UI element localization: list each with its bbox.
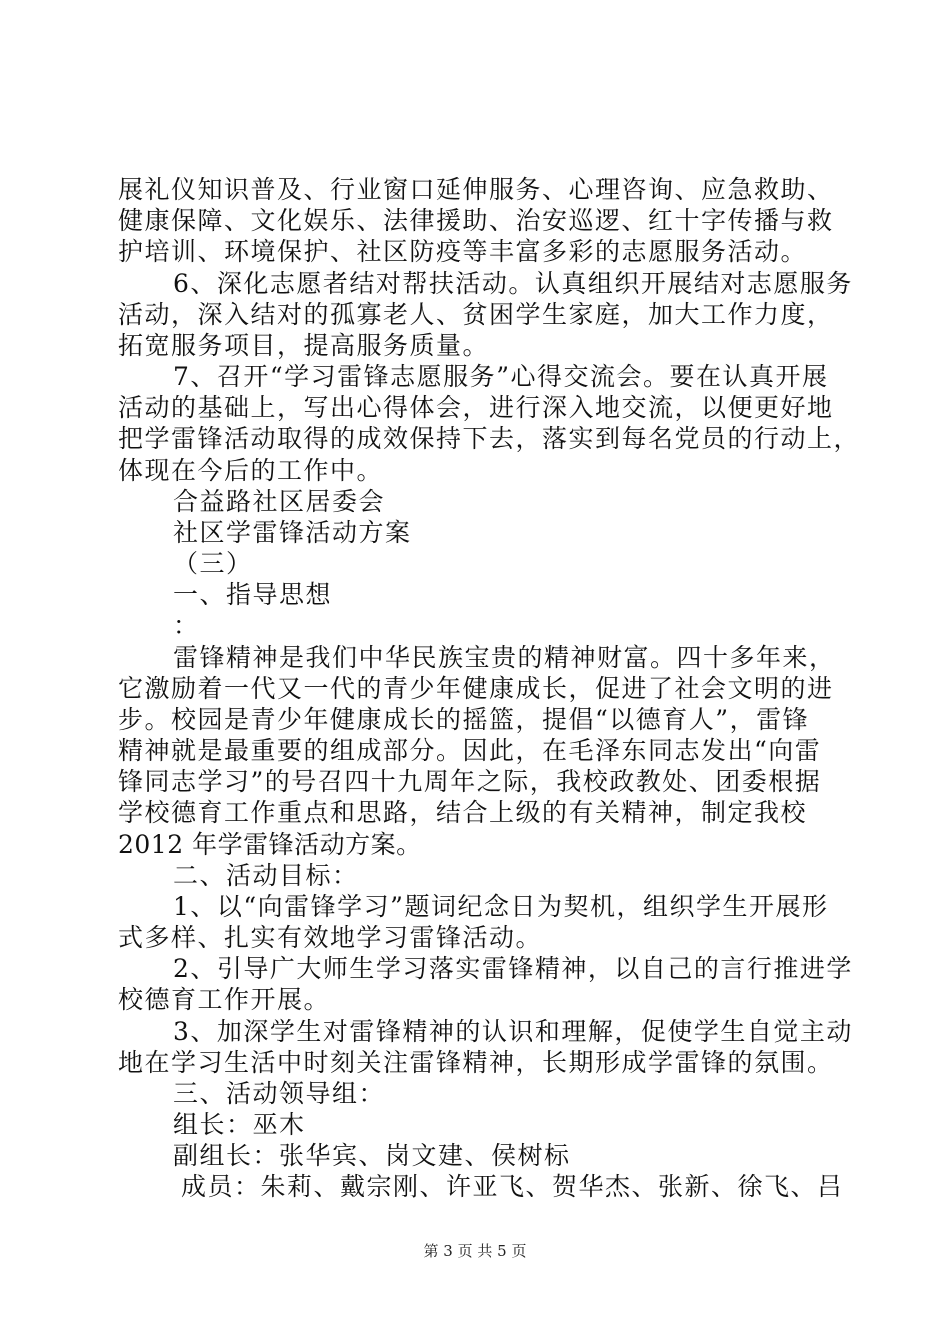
text-line: 3、加深学生对雷锋精神的认识和理解，促使学生自觉主动	[173, 1017, 853, 1046]
text-line: 6、深化志愿者结对帮扶活动。认真组织开展结对志愿服务	[173, 269, 853, 298]
text-line: 雷锋精神是我们中华民族宝贵的精神财富。四十多年来，	[173, 643, 836, 672]
text-line: 7、召开“学习雷锋志愿服务”心得交流会。要在认真开展	[173, 362, 829, 391]
text-line: 三、活动领导组：	[173, 1079, 386, 1108]
page-number-footer: 第 3 页 共 5 页	[423, 1242, 527, 1260]
text-line: ：	[173, 611, 200, 640]
text-line: 组长：巫木	[173, 1110, 306, 1139]
text-line: 2、引导广大师生学习落实雷锋精神，以自己的言行推进学	[173, 954, 853, 983]
text-line: 社区学雷锋活动方案	[173, 518, 412, 547]
text-line: 式多样、扎实有效地学习雷锋活动。	[118, 923, 543, 952]
text-line: 二、活动目标：	[173, 861, 359, 890]
text-line: 它激励着一代又一代的青少年健康成长，促进了社会文明的进	[118, 674, 834, 703]
text-line: （三）	[173, 549, 253, 578]
text-line: 一、指导思想	[173, 580, 333, 609]
text-line: 1、以“向雷锋学习”题词纪念日为契机，组织学生开展形	[173, 892, 829, 921]
text-line: 学校德育工作重点和思路，结合上级的有关精神，制定我校	[118, 798, 808, 827]
text-line: 展礼仪知识普及、行业窗口延伸服务、心理咨询、应急救助、	[118, 175, 834, 204]
text-line: 2012 年学雷锋活动方案。	[118, 830, 422, 859]
text-line: 校德育工作开展。	[118, 985, 331, 1014]
text-line: 活动的基础上，写出心得体会，进行深入地交流，以便更好地	[118, 393, 834, 422]
text-line: 把学雷锋活动取得的成效保持下去，落实到每名党员的行动上，	[118, 424, 861, 453]
text-line: 健康保障、文化娱乐、法律援助、治安巡逻、红十字传播与救	[118, 206, 834, 235]
text-line: 活动，深入结对的孤寡老人、贫困学生家庭，加大工作力度，	[118, 300, 834, 329]
text-line: 步。校园是青少年健康成长的摇篮，提倡“以德育人”，雷锋	[118, 705, 810, 734]
text-line: 地在学习生活中时刻关注雷锋精神，长期形成学雷锋的氛围。	[118, 1048, 834, 1077]
text-line: 拓宽服务项目，提高服务质量。	[118, 331, 490, 360]
text-line: 体现在今后的工作中。	[118, 456, 384, 485]
text-line: 护培训、环境保护、社区防疫等丰富多彩的志愿服务活动。	[118, 237, 808, 266]
text-line: 成员：朱莉、戴宗刚、许亚飞、贺华杰、张新、徐飞、吕	[181, 1172, 844, 1201]
text-line: 锋同志学习”的号召四十九周年之际，我校政教处、团委根据	[118, 767, 822, 796]
text-line: 精神就是最重要的组成部分。因此，在毛泽东同志发出“向雷	[118, 736, 822, 765]
text-line: 合益路社区居委会	[173, 487, 386, 516]
text-line: 副组长：张华宾、岗文建、侯树标	[173, 1141, 571, 1170]
